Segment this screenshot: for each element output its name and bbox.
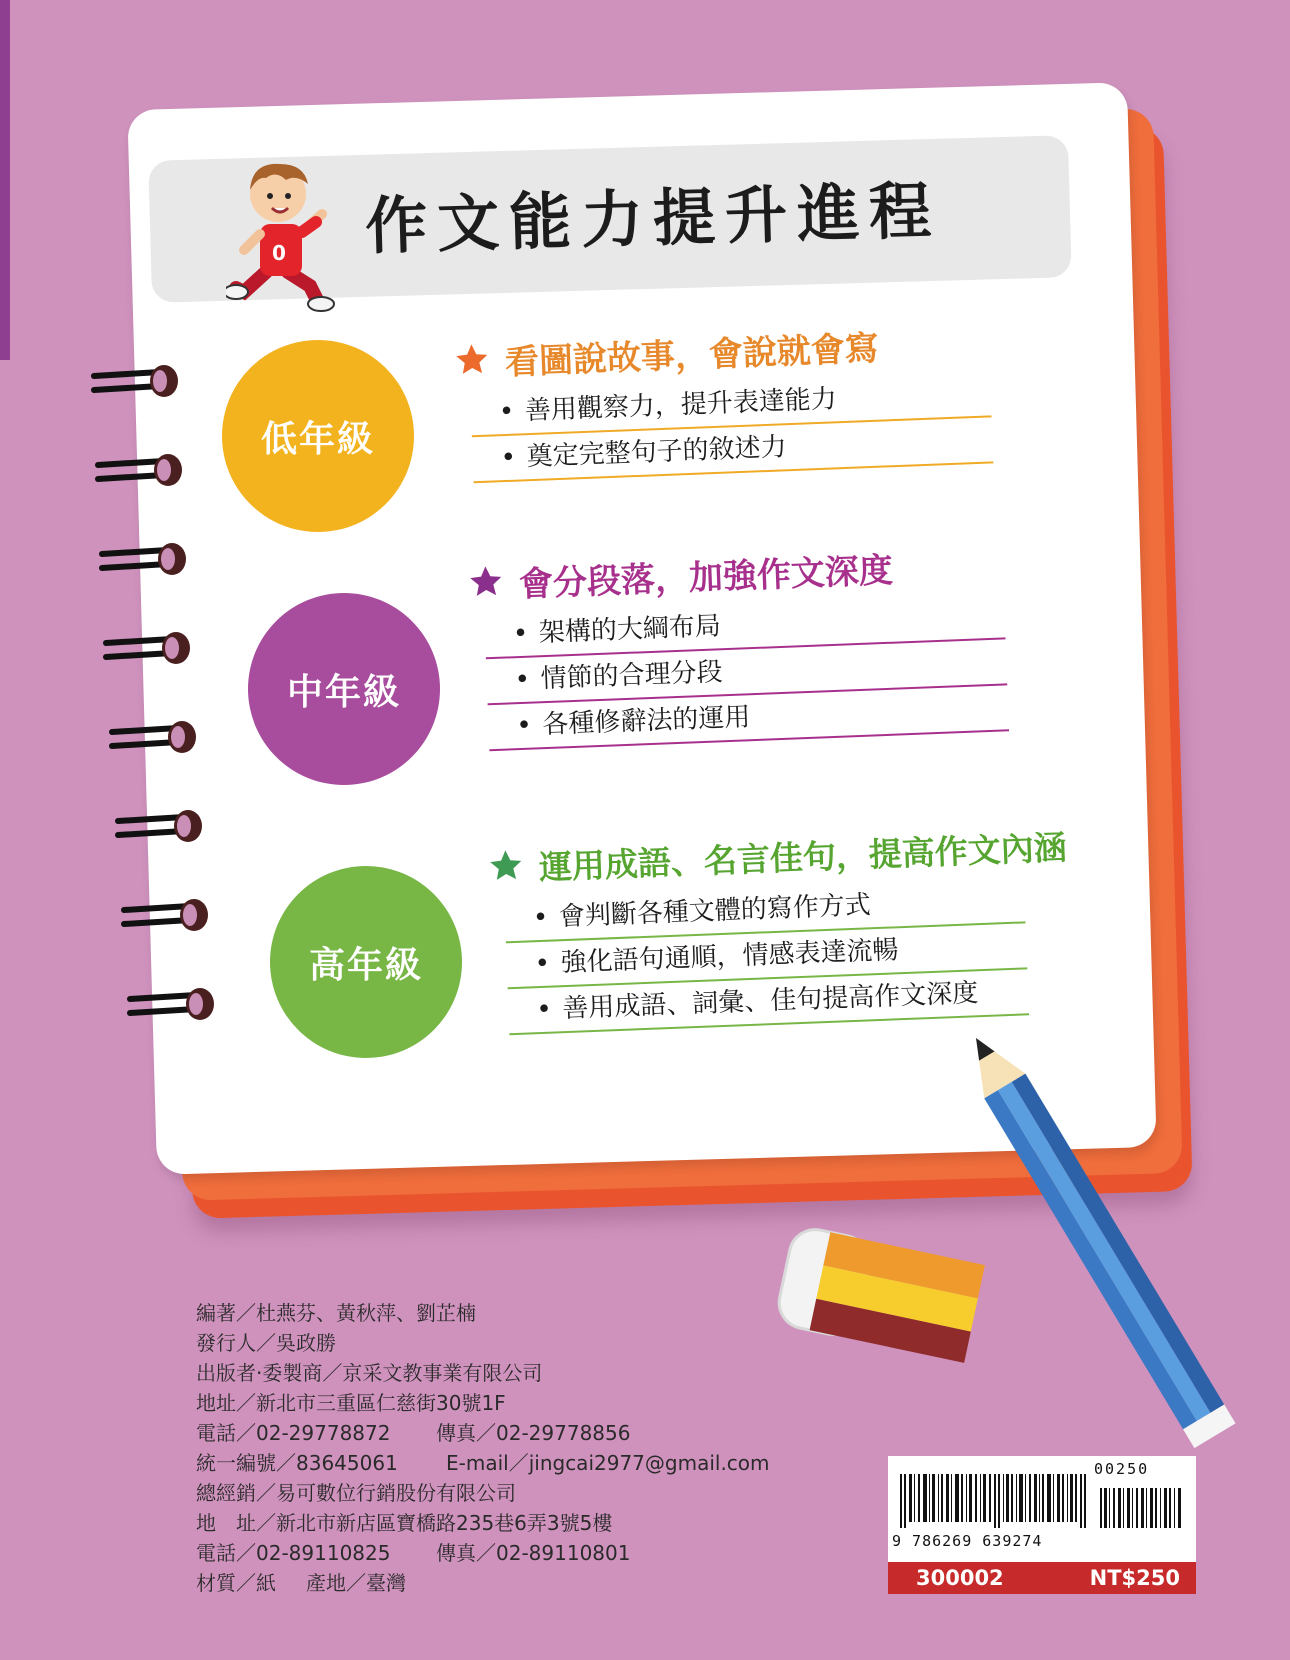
price-label xyxy=(888,1562,1196,1594)
grade-circle-high: 高年級 xyxy=(270,866,462,1058)
section-high-grade xyxy=(486,820,1073,1036)
list-item: • 善用觀察力，提升表達能力 xyxy=(470,371,991,437)
list-item: • 善用成語、詞彙、佳句提高作文深度 xyxy=(508,969,1029,1035)
credit-phone: 電話／02-29778872 xyxy=(196,1421,391,1445)
price: NT$250 xyxy=(1089,1566,1180,1590)
barcode-ean-digits: 9 786269 639274 xyxy=(892,1532,1043,1550)
star-icon xyxy=(486,847,525,886)
credit-distributor-address: 地 址／新北市新店區寶橋路235巷6弄3號5樓 xyxy=(196,1511,613,1535)
pencil-illustration xyxy=(960,1020,1290,1460)
publication-credits xyxy=(196,1298,770,1598)
list-item: • 情節的合理分段 xyxy=(486,639,1007,705)
credit-distributor-fax: 傳真／02-89110801 xyxy=(436,1541,631,1565)
barcode-label xyxy=(888,1456,1196,1564)
binding-ring xyxy=(98,538,190,582)
credit-publisher-person: 發行人／吳政勝 xyxy=(196,1331,336,1355)
credit-distributor: 總經銷／易可數位行銷股份有限公司 xyxy=(196,1481,516,1505)
binding-ring xyxy=(102,627,194,671)
credit-email: E-mail／jingcai2977@gmail.com xyxy=(446,1451,770,1475)
product-code: 300002 xyxy=(916,1566,1004,1590)
section-title: 會分段落，加強作文深度 xyxy=(518,550,894,605)
section-low-grade xyxy=(452,315,993,483)
credit-address: 地址／新北市三重區仁慈街30號1F xyxy=(196,1391,506,1415)
section-mid-grade xyxy=(466,537,1009,751)
binding-ring xyxy=(120,894,212,938)
section-title: 運用成語、名言佳句，提高作文內涵 xyxy=(538,827,1068,887)
binding-ring xyxy=(114,805,206,849)
star-icon xyxy=(466,563,505,602)
boy-mascot-illustration xyxy=(226,154,356,314)
list-item: • 各種修辭法的運用 xyxy=(488,685,1009,751)
binding-ring xyxy=(126,983,218,1027)
credit-origin: 產地／臺灣 xyxy=(306,1571,406,1595)
section-title: 看圖說故事，會說就會寫 xyxy=(504,328,880,383)
list-item: • 會判斷各種文體的寫作方式 xyxy=(504,877,1025,943)
list-item: • 架構的大綱布局 xyxy=(484,593,1005,659)
left-edge-strip xyxy=(0,0,10,360)
binding-ring xyxy=(90,360,182,404)
binding-ring xyxy=(108,716,200,760)
credit-material: 材質／紙 xyxy=(196,1571,276,1595)
eraser-illustration xyxy=(770,1222,990,1372)
star-icon xyxy=(452,341,491,380)
binding-ring xyxy=(94,449,186,493)
credit-tax-id: 統一編號／83645061 xyxy=(196,1451,398,1475)
credit-publisher: 出版者‧委製商／京采文教事業有限公司 xyxy=(196,1361,543,1385)
list-item: • 奠定完整句子的敘述力 xyxy=(472,417,993,483)
svg-text:0: 0 xyxy=(272,241,286,265)
grade-circle-low: 低年級 xyxy=(222,340,414,532)
barcode-addon-digits: 00250 xyxy=(1094,1460,1150,1478)
page-title: 作文能力提升進程 xyxy=(364,173,943,263)
barcode-icon xyxy=(900,1474,1190,1528)
list-item: • 強化語句通順，情感表達流暢 xyxy=(506,923,1027,989)
credit-fax: 傳真／02-29778856 xyxy=(436,1421,631,1445)
credit-authors: 編著／杜燕芬、黃秋萍、劉芷楠 xyxy=(196,1301,476,1325)
grade-circle-mid: 中年級 xyxy=(248,593,440,785)
credit-distributor-phone: 電話／02-89110825 xyxy=(196,1541,391,1565)
